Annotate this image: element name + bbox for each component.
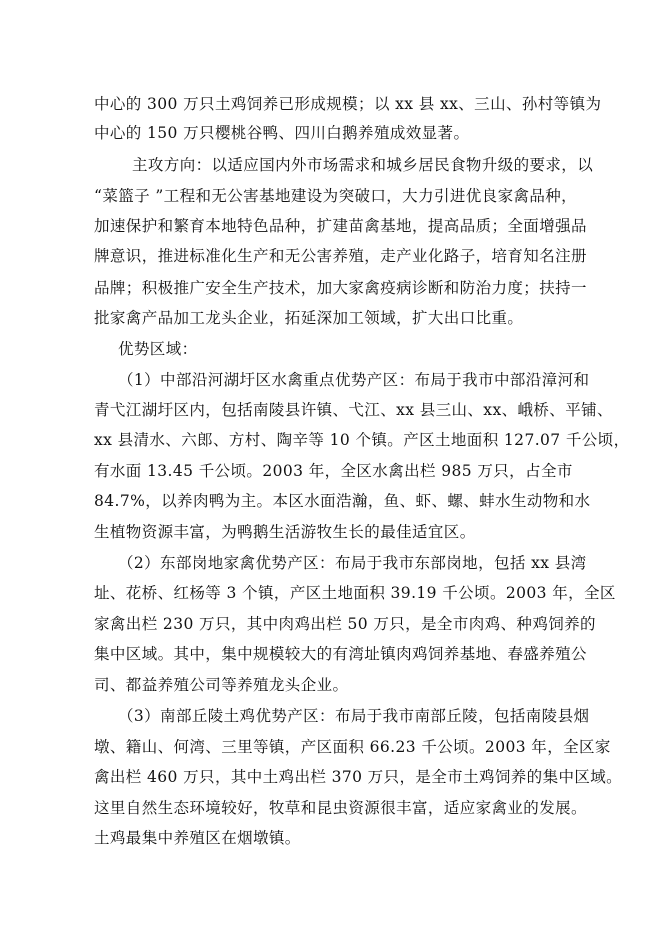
text-line: 址、花桥、红杨等 3 个镇，产区土地面积 39.19 千公顷。2003 年，全区 [94, 584, 616, 602]
paragraph-first-line: （1）中部沿河湖圩区水禽重点优势产区：布局于我市中部沿漳河和 [118, 371, 590, 389]
paragraph-first-line: （3）南部丘陵土鸡优势产区：布局于我市南部丘陵，包括南陵县烟 [118, 707, 590, 725]
section-heading: 优势区域： [118, 340, 198, 358]
text-line: xx 县清水、六郎、方村、陶辛等 10 个镇。产区土地面积 127.07 千公顷， [94, 431, 630, 449]
paragraph-first-line: （2）东部岗地家禽优势产区：布局于我市东部岗地，包括 xx 县湾 [118, 554, 587, 572]
text-line: 品牌；积极推广安全生产技术，加大家禽疫病诊断和防治力度；扶持一 [94, 279, 587, 297]
text-line: 生植物资源丰富，为鸭鹅生活游牧生长的最佳适宜区。 [94, 523, 476, 541]
text-line: 批家禽产品加工龙头企业，拓延深加工领域，扩大出口比重。 [94, 309, 524, 327]
text-line: 禽出栏 460 万只，其中土鸡出栏 370 万只，是全市土鸡饲养的集中区域。 [94, 768, 623, 786]
text-line: 司、都益养殖公司等养殖龙头企业。 [94, 676, 349, 694]
text-line: 这里自然生态环境较好，牧草和昆虫资源很丰富，适应家禽业的发展。 [94, 799, 587, 817]
text-line: 牌意识，推进标准化生产和无公害养殖，走产业化路子，培育知名注册 [94, 247, 587, 265]
text-line: 青弋江湖圩区内，包括南陵县许镇、弋江、xx 县三山、xx、峨桥、平铺、 [94, 401, 613, 419]
text-line: “菜篮子 ”工程和无公害基地建设为突破口，大力引进优良家禽品种， [94, 187, 578, 205]
text-line: 土鸡最集中养殖区在烟墩镇。 [94, 829, 301, 847]
text-line: 加速保护和繁育本地特色品种，扩建苗禽基地，提高品质；全面增强品 [94, 217, 587, 235]
text-line: 中心的 150 万只樱桃谷鸭、四川白鹅养殖成效显著。 [94, 124, 470, 142]
text-line: 墩、籍山、何湾、三里等镇，产区面积 66.23 千公顷。2003 年，全区家 [94, 738, 611, 756]
paragraph-first-line: 主攻方向：以适应国内外市场需求和城乡居民食物升级的要求，以 [132, 156, 594, 174]
text-line: 家禽出栏 230 万只，其中肉鸡出栏 50 万只，是全市肉鸡、种鸡饲养的 [94, 615, 596, 633]
text-line: 84.7%，以养肉鸭为主。本区水面浩瀚，鱼、虾、螺、蚌水生动物和水 [94, 492, 591, 510]
text-line: 有水面 13.45 千公顷。2003 年，全区水禽出栏 985 万只，占全市 [94, 462, 573, 480]
text-line: 集中区域。其中，集中规模较大的有湾址镇肉鸡饲养基地、春盛养殖公 [94, 645, 587, 663]
text-line: 中心的 300 万只土鸡饲养已形成规模；以 xx 县 xx、三山、孙村等镇为 [94, 95, 602, 113]
